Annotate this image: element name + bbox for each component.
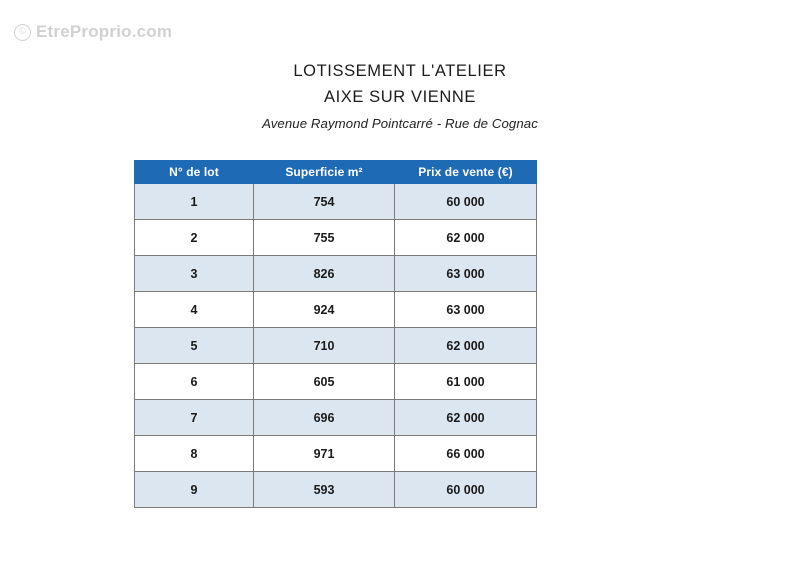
cell-surface: 710 [254,328,395,364]
watermark-label: EtreProprio.com [36,22,173,41]
table-row [135,436,537,472]
cell-lot: 3 [135,256,254,292]
page-subtitle-city: AIXE SUR VIENNE [323,88,477,106]
table-header-row [135,161,537,184]
cell-price: 62 000 [395,400,537,436]
cell-lot: 2 [135,220,254,256]
cell-price: 63 000 [395,292,537,328]
watermark [14,22,172,42]
column-header-price: Prix de vente (€) [395,161,537,184]
cell-price: 60 000 [395,184,537,220]
column-header-surface: Superficie m² [254,161,395,184]
table-row [135,292,537,328]
lots-table [134,160,537,508]
cell-surface: 971 [254,436,395,472]
table-row [135,364,537,400]
cell-price: 63 000 [395,256,537,292]
cell-price: 62 000 [395,328,537,364]
cell-price: 60 000 [395,472,537,508]
cell-surface: 605 [254,364,395,400]
cell-surface: 924 [254,292,395,328]
lots-table-container [134,160,536,508]
title-block [0,62,800,131]
copyright-icon: © [14,24,31,41]
cell-surface: 696 [254,400,395,436]
cell-price: 62 000 [395,220,537,256]
cell-lot: 1 [135,184,254,220]
cell-lot: 8 [135,436,254,472]
table-row [135,472,537,508]
table-row [135,220,537,256]
cell-surface: 755 [254,220,395,256]
cell-price: 61 000 [395,364,537,400]
table-row [135,328,537,364]
cell-lot: 4 [135,292,254,328]
table-row [135,400,537,436]
table-body [135,184,537,508]
page-address: Avenue Raymond Pointcarré - Rue de Cognac [262,116,538,131]
cell-price: 66 000 [395,436,537,472]
cell-lot: 5 [135,328,254,364]
cell-surface: 754 [254,184,395,220]
cell-lot: 9 [135,472,254,508]
column-header-lot: N° de lot [135,161,254,184]
cell-surface: 826 [254,256,395,292]
cell-lot: 7 [135,400,254,436]
page-title: LOTISSEMENT L'ATELIER [293,62,507,80]
table-header [135,161,537,184]
table-row [135,184,537,220]
cell-lot: 6 [135,364,254,400]
table-row [135,256,537,292]
cell-surface: 593 [254,472,395,508]
